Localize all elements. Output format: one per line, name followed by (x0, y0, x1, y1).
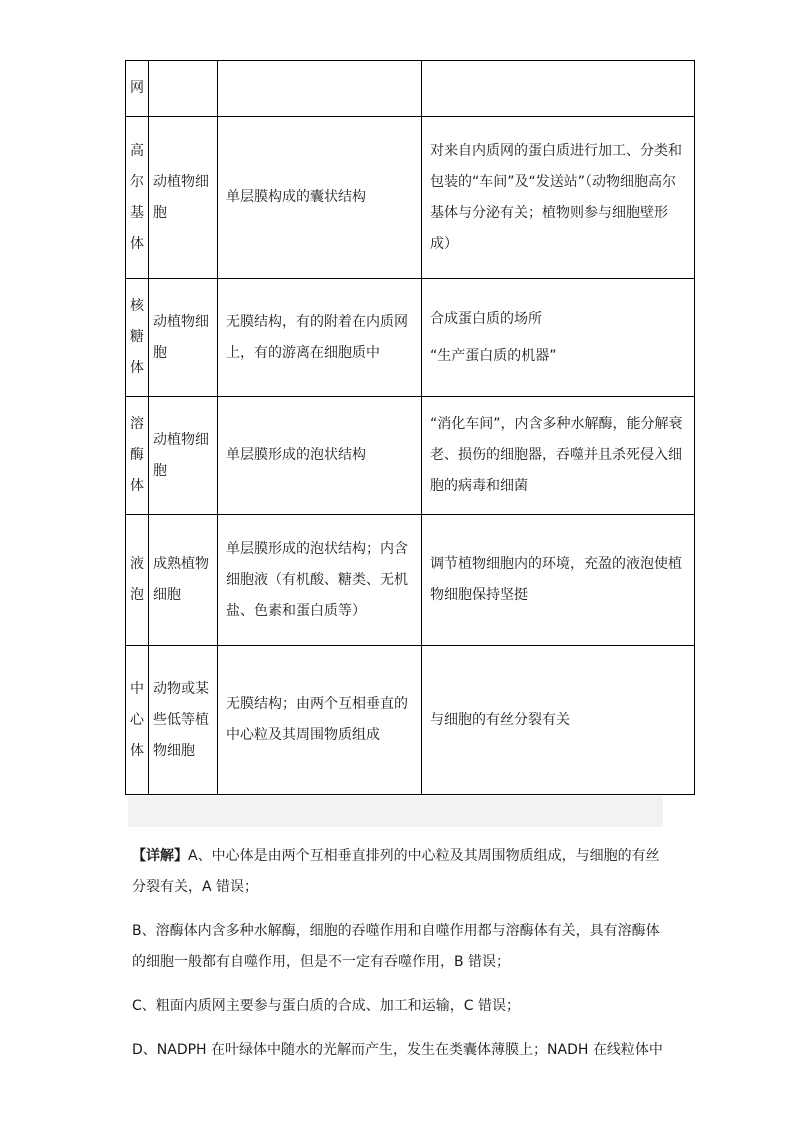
distribution-cell: 动物或某些低等植物细胞 (149, 646, 218, 795)
explanation-paragraph-d (132, 1035, 672, 1066)
organelle-name-cell: 液泡 (126, 515, 149, 646)
function-cell: “消化车间”，内含多种水解酶，能分解衰老、损伤的细胞器，吞噬并且杀死侵入细胞的病毒和细菌 (422, 397, 695, 515)
distribution-cell: 动植物细胞 (149, 397, 218, 515)
table-row (126, 515, 695, 646)
table-row (126, 397, 695, 515)
function-cell: 调节植物细胞内的环境，充盈的液泡使植物细胞保持坚挺 (422, 515, 695, 646)
distribution-cell: 动植物细胞 (149, 279, 218, 397)
structure-cell: 无膜结构，有的附着在内质网上，有的游离在细胞质中 (218, 279, 422, 397)
table-row (126, 117, 695, 279)
function-line: “生产蛋白质的机器” (430, 347, 557, 364)
function-cell (422, 279, 695, 397)
distribution-cell: 成熟植物细胞 (149, 515, 218, 646)
table-row (126, 279, 695, 397)
function-cell: 与细胞的有丝分裂有关 (422, 646, 695, 795)
structure-cell: 单层膜构成的囊状结构 (218, 117, 422, 279)
option-b-text: B、溶酶体内含多种水解酶，细胞的吞噬作用和自噬作用都与溶酶体有关，具有溶酶体的细胞一般都有自噬作用，但是不一定有吞噬作用，B 错误； (132, 923, 660, 970)
distribution-cell: 动植物细胞 (149, 117, 218, 279)
organelle-name-cell: 中心体 (126, 646, 149, 795)
explanation-paragraph-a (132, 841, 672, 903)
organelle-name-cell: 溶酶体 (126, 397, 149, 515)
organelle-name-cell: 核糖体 (126, 279, 149, 397)
structure-cell (218, 61, 422, 117)
organelle-table-container (125, 60, 695, 795)
organelle-name-cell: 高尔基体 (126, 117, 149, 279)
structure-cell: 单层膜形成的泡状结构 (218, 397, 422, 515)
explanation-label: 【详解】 (132, 848, 188, 864)
explanation-paragraph-b (132, 916, 672, 978)
function-cell: 对来自内质网的蛋白质进行加工、分类和包装的“车间”及“发送站”（动物细胞高尔基体与分泌有关；植物则参与细胞壁形成） (422, 117, 695, 279)
table-row (126, 61, 695, 117)
structure-cell: 单层膜形成的泡状结构；内含细胞液（有机酸、糖类、无机盐、色素和蛋白质等） (218, 515, 422, 646)
organelle-name-cell: 网 (126, 61, 149, 117)
distribution-cell (149, 61, 218, 117)
function-line: 合成蛋白质的场所 (430, 310, 542, 327)
table-row (126, 646, 695, 795)
explanation-paragraph-c (132, 991, 672, 1022)
option-a-text: A、中心体是由两个互相垂直排列的中心粒及其周围物质组成，与细胞的有丝分裂有关，A 错误； (132, 848, 660, 895)
organelle-table (125, 60, 695, 795)
function-cell (422, 61, 695, 117)
option-d-text: D、NADPH 在叶绿体中随水的光解而产生，发生在类囊体薄膜上；NADH 在线粒体中 (132, 1042, 663, 1058)
option-c-text: C、粗面内质网主要参与蛋白质的合成、加工和运输，C 错误； (132, 998, 520, 1014)
shaded-divider (128, 796, 663, 827)
structure-cell: 无膜结构；由两个互相垂直的中心粒及其周围物质组成 (218, 646, 422, 795)
